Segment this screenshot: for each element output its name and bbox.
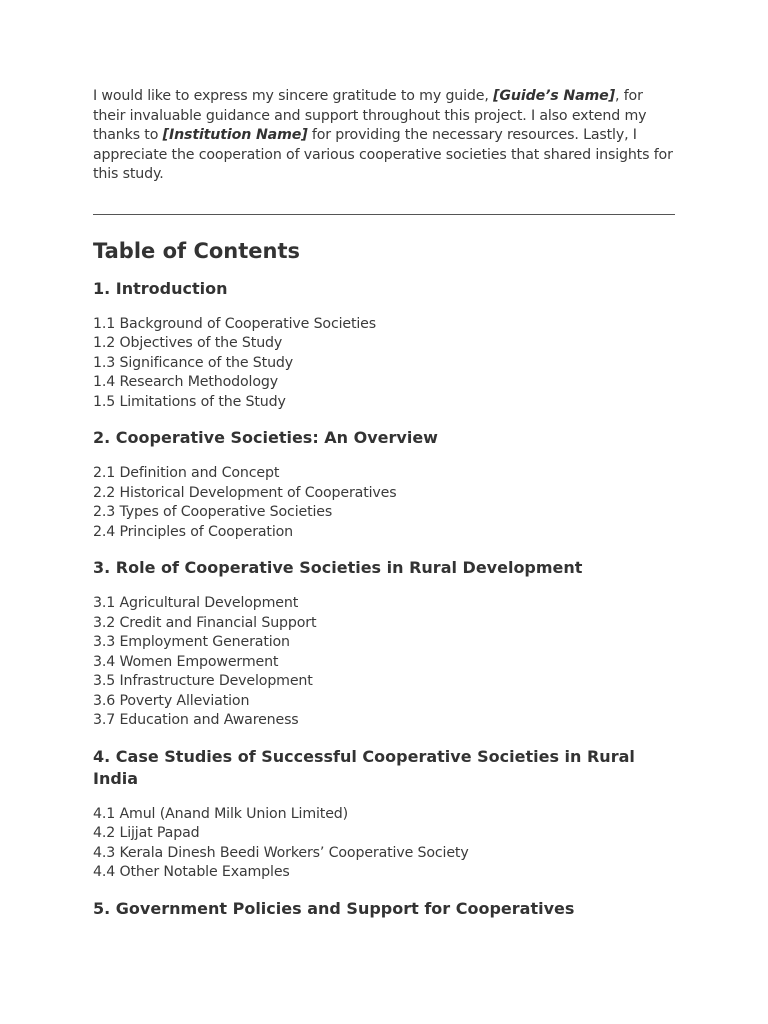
toc-item: 1.1 Background of Cooperative Societies — [93, 315, 377, 332]
toc-item: 4.1 Amul (Anand Milk Union Limited) — [93, 805, 349, 822]
toc-item: 1.2 Objectives of the Study — [93, 335, 283, 351]
toc-item-list — [93, 805, 675, 883]
guide-name-placeholder: [Guide’s Name] — [493, 88, 615, 104]
toc-item: 2.2 Historical Development of Cooperatives — [93, 484, 397, 501]
toc-section-heading: 2. Cooperative Societies: An Overview — [93, 428, 438, 447]
acknowledgement-paragraph — [93, 87, 675, 185]
toc-item: 4.2 Lijjat Papad — [93, 825, 200, 841]
horizontal-divider — [93, 214, 675, 215]
ack-text-3: for providing the necessary resources. Lastly, I appreciate the cooperation of various cooperative societies that shared insights for this study. — [93, 127, 673, 182]
toc-item: 1.5 Limitations of the Study — [93, 393, 286, 410]
toc-item: 3.3 Employment Generation — [93, 634, 290, 650]
toc-item: 2.4 Principles of Cooperation — [93, 523, 294, 540]
toc-item: 4.3 Kerala Dinesh Beedi Workers’ Cooperative Society — [93, 844, 469, 861]
toc-item-list — [93, 464, 675, 542]
institution-name-placeholder: [Institution Name] — [162, 127, 308, 143]
toc-item: 2.1 Definition and Concept — [93, 465, 280, 481]
toc-item: 3.1 Agricultural Development — [93, 595, 299, 611]
toc-section-heading: 5. Government Policies and Support for Cooperatives — [93, 898, 575, 918]
toc-item: 3.6 Poverty Alleviation — [93, 692, 250, 709]
toc-section-heading: 4. Case Studies of Successful Cooperative Societies in Rural India — [93, 746, 635, 788]
toc-item-list — [93, 594, 675, 731]
toc-item: 1.3 Significance of the Study — [93, 354, 294, 371]
toc-item: 3.2 Credit and Financial Support — [93, 614, 317, 631]
toc-item: 3.7 Education and Awareness — [93, 712, 299, 728]
toc-item: 3.4 Women Empowerment — [93, 653, 279, 670]
toc-item-list — [93, 315, 675, 413]
toc-sections — [93, 278, 675, 920]
toc-item: 1.4 Research Methodology — [93, 374, 278, 390]
ack-text-1: I would like to express my sincere gratitude to my guide, — [93, 88, 494, 104]
toc-section-heading: 1. Introduction — [93, 278, 228, 298]
toc-item: 4.4 Other Notable Examples — [93, 864, 290, 880]
toc-item: 2.3 Types of Cooperative Societies — [93, 504, 333, 520]
toc-item: 3.5 Infrastructure Development — [93, 673, 313, 689]
toc-section-heading: 3. Role of Cooperative Societies in Rural Development — [93, 558, 583, 577]
toc-title: Table of Contents — [93, 238, 301, 263]
ack-text-2: , for their invaluable guidance and support throughout this project. I also extend my thanks to — [93, 88, 647, 143]
